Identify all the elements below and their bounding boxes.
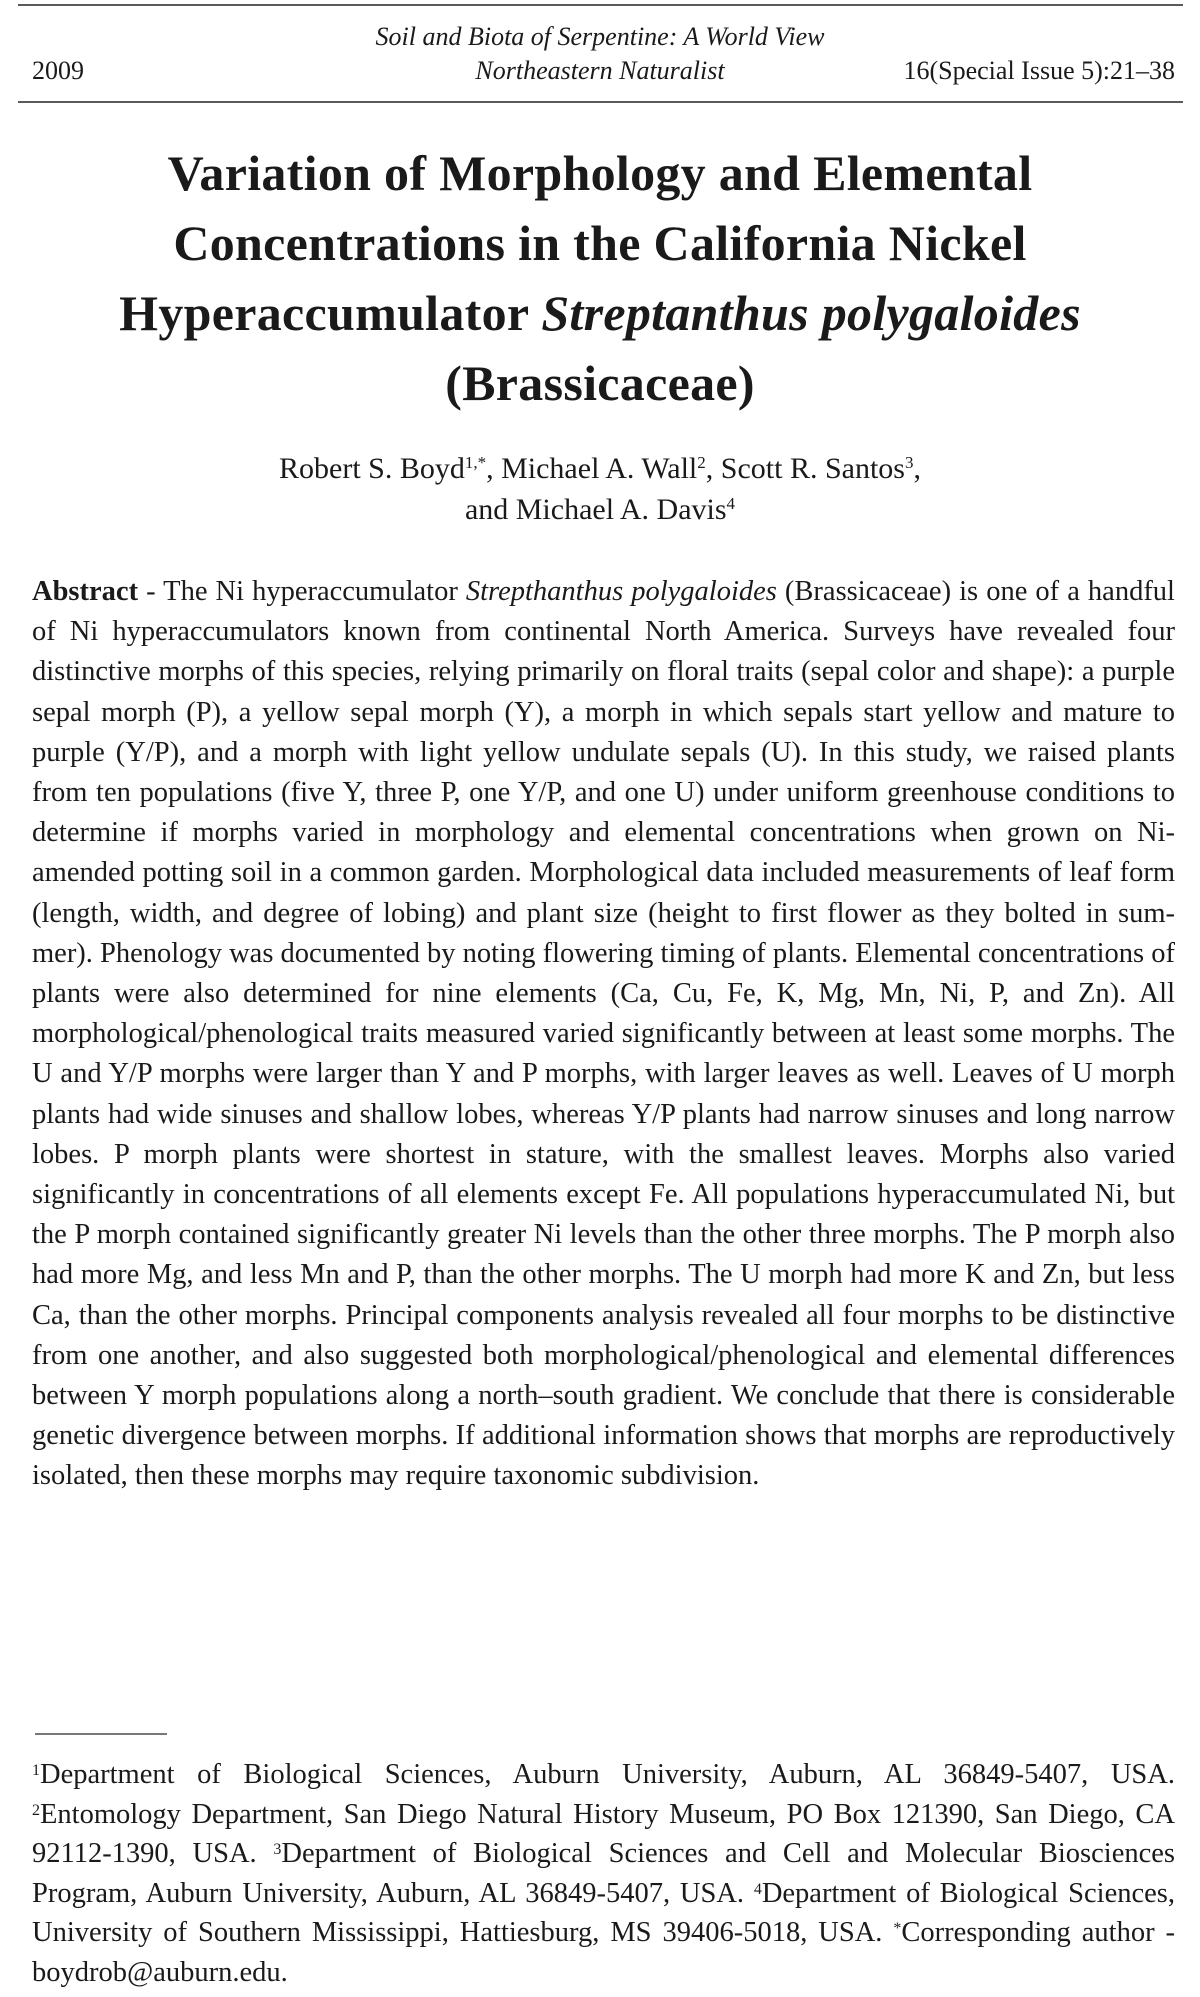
footnote-text: Department of Biological Sciences, University of Southern Mississippi, Hattiesburg, MS 39406-5018, USA. bbox=[32, 1877, 1175, 1948]
abstract-lead: - The Ni hyperaccumulator bbox=[138, 576, 466, 607]
abstract-label: Abstract bbox=[32, 576, 139, 607]
footnote-mark: 4 bbox=[753, 1880, 762, 1898]
author-name: Robert S. Boyd bbox=[279, 452, 465, 485]
abstract bbox=[32, 572, 1175, 1497]
author-separator: , bbox=[913, 452, 921, 485]
author-affiliation-mark: 1,* bbox=[464, 453, 487, 472]
author-list bbox=[0, 448, 1200, 530]
footnote-rule bbox=[35, 1733, 167, 1735]
author-affiliation-mark: 2 bbox=[697, 453, 706, 472]
footnote-mark: 1 bbox=[32, 1762, 40, 1779]
corresponding-author-email[interactable]: Corresponding author - boydrob@auburn.edu. bbox=[32, 1917, 1175, 1988]
abstract-species: Strepthanthus polygaloides bbox=[465, 576, 777, 607]
author-line-1 bbox=[0, 448, 1200, 489]
author-separator: , bbox=[705, 452, 721, 485]
footnote-mark: 2 bbox=[32, 1801, 40, 1819]
header-bottom-rule bbox=[18, 101, 1183, 103]
affiliation-footnotes bbox=[32, 1755, 1175, 1992]
abstract-body: (Brassicaceae) is one of a handful of Ni hyperaccumulators known from continental North America. Surveys have revealed four distinctive morphs of this species, relying primarily on floral traits (sepal color and shape): a purple sepal morph (P), a yellow sepal morph (Y), a morph in which sepals start yellow and mature to purple (Y/P), and a morph with light yellow undulate sepals (U). In this study, we raised plants from ten populations (five Y, three P, one Y/P, and one U) under uniform greenhouse conditions to determine if morphs varied in morphology and elemental concentrations when grown on Ni-amended potting soil in a common garden. Morphological data included measurements of leaf form (length, width, and degree of lobing) and plant size (height to first flower as they bolted in summer). Phenology was documented by noting flowering timing of plants. Elemental concentrations of plants were also determined for nine elements (Ca, Cu, Fe, K, Mg, Mn, Ni, P, and Zn). All morphological/phenological traits measured varied significantly between at least some morphs. The U and Y/P morphs were larger than Y and P morphs, with larger leaves as well. Leaves of U morph plants had wide sinuses and shallow lobes, whereas Y/P plants had narrow sinuses and long narrow lobes. P morph plants were shortest in stature, with the smallest leaves. Morphs also varied significantly in concentrations of all elements except Fe. All populations hyperaccumulated Ni, but the P morph contained significantly greater Ni levels than the other three morphs. The P morph also had more Mg, and less Mn and P, than the other morphs. The U morph had more K and Zn, but less Ca, than the other morphs. Principal components analysis revealed all four morphs to be distinctive from one another, and also suggested both morphological/phenological and elemental differences between Y morph populations along a north–south gradient. We conclude that there is considerable genetic divergence between morphs. If additional information shows that morphs are reproductively isolated, then these morphs may require taxonomic subdivision. bbox=[32, 576, 1175, 1492]
running-header-series bbox=[0, 22, 1200, 52]
title-line-3 bbox=[0, 278, 1200, 348]
title-text: Hyperaccumulator bbox=[119, 285, 542, 341]
series-title: Soil and Biota of Serpentine: A World View bbox=[375, 22, 825, 51]
author-affiliation-mark: 4 bbox=[726, 494, 736, 513]
title-species: Streptanthus polygaloides bbox=[541, 285, 1081, 341]
footnote-text: Department of Biological Sciences and Cell and Molecular Biosciences Program, Auburn University, Auburn, AL 36849-5407, USA. bbox=[32, 1838, 1176, 1909]
header-issue: 16(Special Issue 5):21–38 bbox=[903, 56, 1175, 85]
footnote-mark: * bbox=[893, 1920, 902, 1937]
footnote-text: Entomology Department, San Diego Natural History Museum, PO Box 121390, San Diego, CA 92112-1390, USA. bbox=[32, 1798, 1175, 1869]
title-line-2: Concentrations in the California Nickel bbox=[173, 215, 1027, 271]
journal-name: Northeastern Naturalist bbox=[475, 56, 725, 85]
author-line-2 bbox=[0, 489, 1200, 530]
footnote-text: Department of Biological Sciences, Auburn University, Auburn, AL 36849-5407, USA. bbox=[40, 1759, 1175, 1790]
author-affiliation-mark: 3 bbox=[904, 453, 914, 472]
author-separator: , bbox=[486, 452, 502, 485]
author-name: Michael A. Wall bbox=[501, 452, 698, 485]
footnote-mark: 3 bbox=[273, 1841, 282, 1858]
title-line-1: Variation of Morphology and Elemental bbox=[167, 145, 1033, 201]
title-line-4: (Brassicaceae) bbox=[445, 355, 755, 411]
author-name: Scott R. Santos bbox=[720, 452, 905, 485]
author-name: and Michael A. Davis bbox=[464, 493, 727, 526]
header-year: 2009 bbox=[32, 56, 84, 85]
header-top-rule bbox=[18, 4, 1183, 6]
article-title bbox=[0, 138, 1200, 418]
